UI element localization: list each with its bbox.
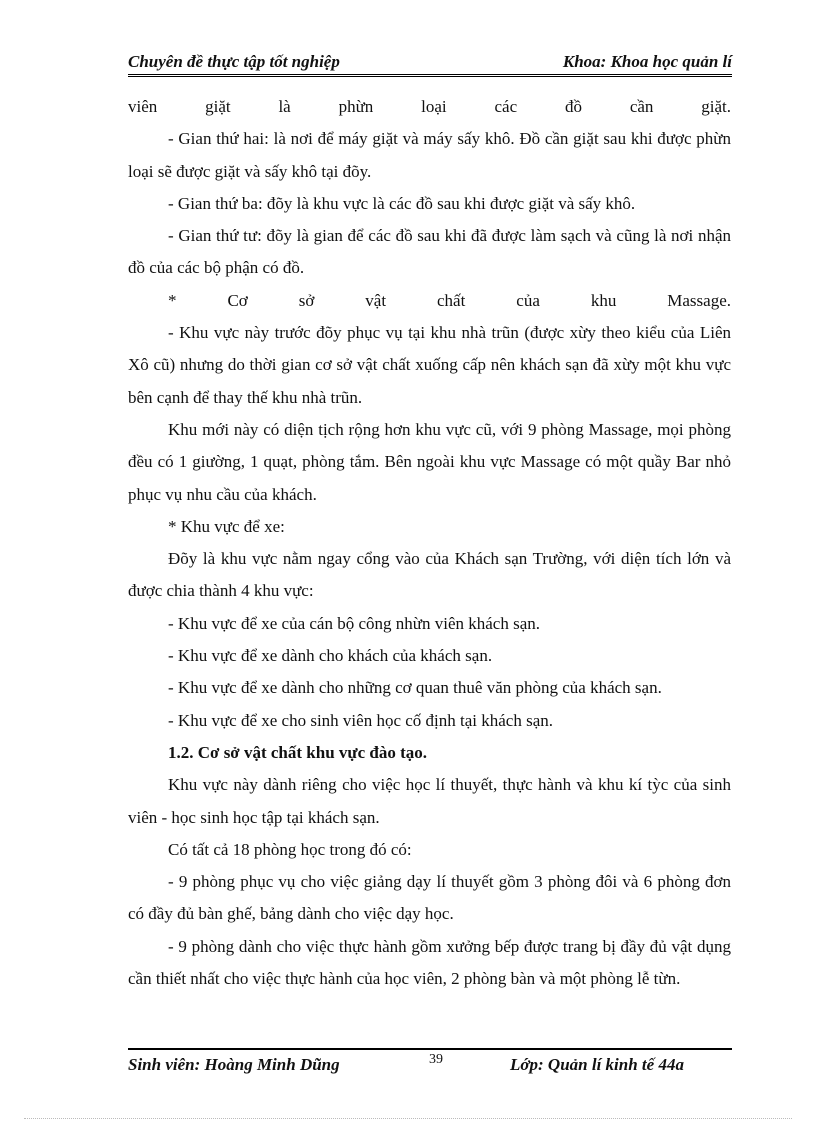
list-item: - Khu vực để xe dành cho những cơ quan thuê văn phòng của khách sạn. xyxy=(168,678,662,698)
list-item: - 9 phòng phục vụ cho việc giảng dạy lí thuyết gồm 3 phòng đôi và 6 phòng đơn có đầy đủ bàn ghế, bảng dành cho việc dạy học. xyxy=(128,872,731,924)
header-faculty: Khoa: Khoa học quản lí xyxy=(562,52,732,71)
footer-class: Lớp: Quản lí kinh tế 44a xyxy=(510,1055,684,1074)
paragraph: Khu mới này có diện tịch rộng hơn khu vực cũ, với 9 phòng Massage, mọi phòng đều có 1 giường, 1 quạt, phòng tắm. Bên ngoài khu vực Massage có một quầy Bar nhỏ phục vụ nhu cầu của khách. xyxy=(128,419,731,504)
page-footer xyxy=(128,1052,732,1076)
section-heading: * Cơ sở vật chất của khu Massage. xyxy=(168,290,731,310)
paragraph: - Khu vực này trước đõy phục vụ tại khu nhà trũn (được xừy theo kiểu của Liên Xô cũ) nhưng do thời gian cơ sở vật chất xuống cấp nên khách sạn đã xừy một khu vực bên cạnh để thay thế khu nhà trũn. xyxy=(128,323,731,407)
paragraph: Đõy là khu vực nằm ngay cổng vào của Khách sạn Trường, với diện tích lớn và được chia thành 4 khu vực: xyxy=(128,549,731,601)
list-item: - Khu vực để xe dành cho khách của khách sạn. xyxy=(168,646,493,666)
paragraph: - Gian thứ tư: đõy là gian để các đồ sau khi đã được làm sạch và cũng là nơi nhận đồ của các bộ phận có đồ. xyxy=(128,226,731,278)
paragraph: Khu vực này dành riêng cho việc học lí thuyết, thực hành và khu kí tỳc của sinh viên - học sinh học tập tại khách sạn. xyxy=(128,775,731,827)
paragraph: - Gian thứ ba: đõy là khu vực là các đồ sau khi được giặt và sấy khô. xyxy=(168,193,636,213)
section-heading: * Khu vực để xe: xyxy=(168,516,285,536)
page-header xyxy=(128,52,732,74)
page-edge-divider xyxy=(24,1118,792,1119)
list-item: - Khu vực để xe của cán bộ công nhừn viên khách sạn. xyxy=(168,613,540,633)
page-number: 39 xyxy=(429,1052,443,1067)
header-topic: Chuyên đề thực tập tốt nghiệp xyxy=(128,52,340,71)
paragraph: Có tất cả 18 phòng học trong đó có: xyxy=(168,839,412,859)
footer-student: Sinh viên: Hoàng Minh Dũng xyxy=(128,1055,340,1074)
paragraph: - Gian thứ hai: là nơi để máy giặt và máy sấy khô. Đồ cần giặt sau khi được phừn loại sẽ được giặt và sấy khô tại đõy. xyxy=(128,129,731,181)
list-item: - Khu vực để xe cho sinh viên học cố định tại khách sạn. xyxy=(168,710,553,730)
section-title: 1.2. Cơ sở vật chất khu vực đào tạo. xyxy=(168,742,428,762)
paragraph: viên giặt là phừn loại các đồ cần giặt. xyxy=(128,97,731,116)
header-rule xyxy=(128,74,732,77)
list-item: - 9 phòng dành cho việc thực hành gồm xưởng bếp được trang bị đầy đủ vật dụng cần thiết nhất cho việc thực hành của học viên, 2 phòng bàn và một phòng lễ từn. xyxy=(128,936,731,989)
footer-rule xyxy=(128,1048,732,1050)
document-body xyxy=(128,91,731,995)
